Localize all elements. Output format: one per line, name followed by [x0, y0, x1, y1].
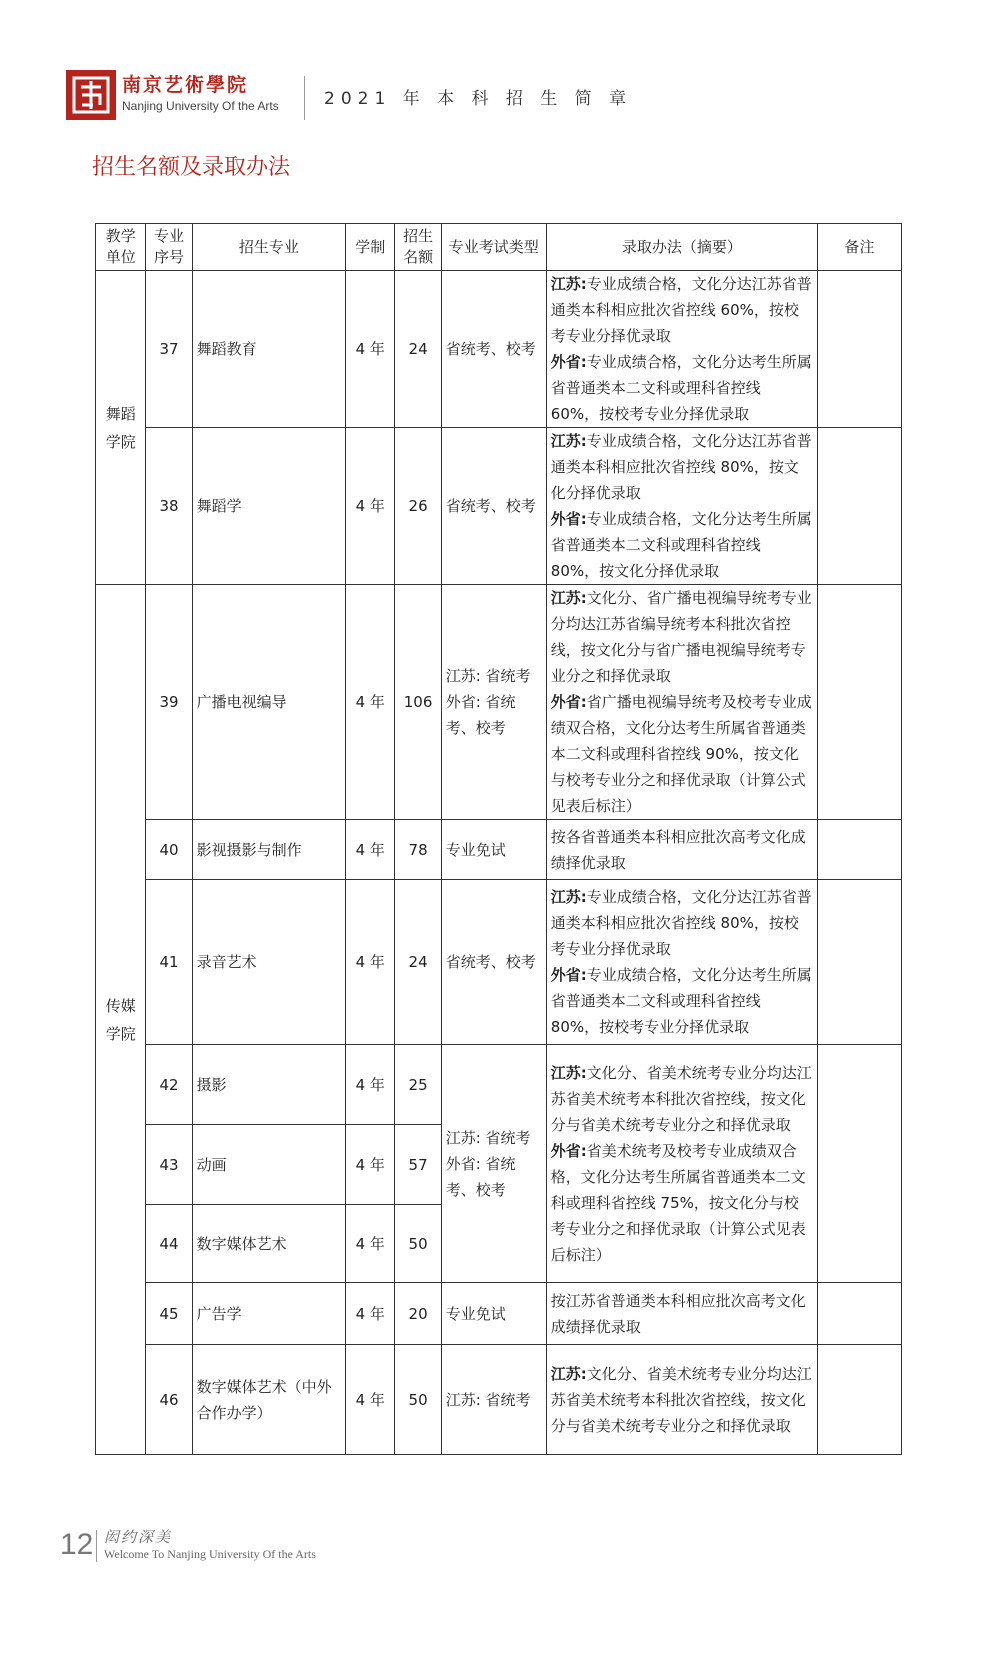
table-row — [96, 820, 902, 880]
exam-type: 江苏: 省统考 外省: 省统考、校考 — [441, 1045, 546, 1283]
major-name: 数字媒体艺术（中外合作办学） — [192, 1345, 345, 1455]
header-quota: 招生名额 — [395, 224, 441, 271]
remarks — [817, 1345, 901, 1455]
major-number: 43 — [146, 1125, 192, 1205]
header-method: 录取办法（摘要） — [546, 224, 817, 271]
footer-slogan-english: Welcome To Nanjing University Of the Arts — [104, 1547, 316, 1561]
section-title: 招生名额及录取办法 — [92, 155, 291, 180]
admission-method: 江苏:文化分、省美术统考专业分均达江苏省美术统考本科批次省控线，按文化分与省美术统考专业分之和择优录取 外省:省美术统考及校考专业成绩双合格，文化分达考生所属省普通类本二文科或理科省控线 75%，按文化分与校考专业分之和择优录取（计算公式见表后标注） — [546, 1045, 817, 1283]
table-row — [96, 880, 902, 1045]
admission-method: 江苏:专业成绩合格，文化分达江苏省普通类本科相应批次省控线 80%，按文化分择优录取 外省:专业成绩合格，文化分达考生所属省普通类本二文科或理科省控线 80%，按文化分择优录取 — [546, 428, 817, 585]
logo-english-name: Nanjing University Of the Arts — [122, 99, 279, 113]
exam-type: 江苏: 省统考 — [441, 1345, 546, 1455]
exam-type: 省统考、校考 — [441, 880, 546, 1045]
duration: 4 年 — [346, 585, 395, 820]
header-exam-type: 专业考试类型 — [441, 224, 546, 271]
duration: 4 年 — [346, 1045, 395, 1125]
table-row — [96, 271, 902, 428]
header-major: 招生专业 — [192, 224, 345, 271]
duration: 4 年 — [346, 1205, 395, 1283]
page-header — [66, 66, 926, 126]
header-unit: 教学单位 — [96, 224, 146, 271]
admission-method: 按各省普通类本科相应批次高考文化成绩择优录取 — [546, 820, 817, 880]
remarks — [817, 1283, 901, 1345]
quota: 24 — [395, 271, 441, 428]
quota: 25 — [395, 1045, 441, 1125]
table-row — [96, 1345, 902, 1455]
major-number: 42 — [146, 1045, 192, 1125]
major-number: 45 — [146, 1283, 192, 1345]
table-row — [96, 428, 902, 585]
duration: 4 年 — [346, 1345, 395, 1455]
quota: 26 — [395, 428, 441, 585]
major-name: 摄影 — [192, 1045, 345, 1125]
quota: 78 — [395, 820, 441, 880]
major-number: 37 — [146, 271, 192, 428]
duration: 4 年 — [346, 880, 395, 1045]
admission-method: 江苏:文化分、省广播电视编导统考专业分均达江苏省编导统考本科批次省控线，按文化分与省广播电视编导统考专业分之和择优录取 外省:省广播电视编导统考及校考专业成绩双合格，文化分达考生所属省普通类本二文科或理科省控线 90%，按文化与校考专业分之和择优录取（计算公式见表后标注） — [546, 585, 817, 820]
major-number: 46 — [146, 1345, 192, 1455]
duration: 4 年 — [346, 820, 395, 880]
major-name: 广告学 — [192, 1283, 345, 1345]
page-number: 12 — [60, 1528, 94, 1561]
remarks — [817, 880, 901, 1045]
footer-divider — [96, 1530, 97, 1562]
duration: 4 年 — [346, 1125, 395, 1205]
unit-cell-media: 传媒学院 — [96, 585, 146, 1455]
logo-chinese-name: 南京艺術學院 — [122, 74, 249, 96]
major-number: 44 — [146, 1205, 192, 1283]
admission-method: 按江苏省普通类本科相应批次高考文化成绩择优录取 — [546, 1283, 817, 1345]
exam-type: 江苏: 省统考 外省: 省统考、校考 — [441, 585, 546, 820]
quota: 106 — [395, 585, 441, 820]
exam-type: 专业免试 — [441, 1283, 546, 1345]
header-duration: 学制 — [346, 224, 395, 271]
admission-method: 江苏:专业成绩合格，文化分达江苏省普通类本科相应批次省控线 60%，按校考专业分择优录取 外省:专业成绩合格，文化分达考生所属省普通类本二文科或理科省控线 60%，按校考专业分择优录取 — [546, 271, 817, 428]
exam-type: 省统考、校考 — [441, 271, 546, 428]
document-title: 2021 年 本 科 招 生 简 章 — [324, 89, 633, 109]
table-row — [96, 1045, 902, 1125]
major-name: 广播电视编导 — [192, 585, 345, 820]
quota: 24 — [395, 880, 441, 1045]
admission-table — [95, 223, 902, 1455]
major-number: 40 — [146, 820, 192, 880]
quota: 50 — [395, 1345, 441, 1455]
duration: 4 年 — [346, 271, 395, 428]
remarks — [817, 1045, 901, 1283]
unit-cell-dance: 舞蹈学院 — [96, 271, 146, 585]
table-row — [96, 585, 902, 820]
major-name: 数字媒体艺术 — [192, 1205, 345, 1283]
admission-method: 江苏:专业成绩合格，文化分达江苏省普通类本科相应批次省控线 80%，按校考专业分择优录取 外省:专业成绩合格，文化分达考生所属省普通类本二文科或理科省控线 80%，按校考专业分择优录取 — [546, 880, 817, 1045]
university-logo-icon — [66, 70, 116, 120]
exam-type: 专业免试 — [441, 820, 546, 880]
remarks — [817, 585, 901, 820]
duration: 4 年 — [346, 428, 395, 585]
quota: 50 — [395, 1205, 441, 1283]
major-number: 39 — [146, 585, 192, 820]
remarks — [817, 820, 901, 880]
major-name: 动画 — [192, 1125, 345, 1205]
major-name: 影视摄影与制作 — [192, 820, 345, 880]
remarks — [817, 428, 901, 585]
remarks — [817, 271, 901, 428]
exam-type: 省统考、校考 — [441, 428, 546, 585]
major-number: 38 — [146, 428, 192, 585]
major-name: 舞蹈教育 — [192, 271, 345, 428]
header-number: 专业序号 — [146, 224, 192, 271]
duration: 4 年 — [346, 1283, 395, 1345]
quota: 57 — [395, 1125, 441, 1205]
table-header-row — [96, 224, 902, 271]
major-name: 录音艺术 — [192, 880, 345, 1045]
table-row — [96, 1283, 902, 1345]
major-number: 41 — [146, 880, 192, 1045]
header-remarks: 备注 — [817, 224, 901, 271]
admission-method: 江苏:文化分、省美术统考专业分均达江苏省美术统考本科批次省控线，按文化分与省美术统考专业分之和择优录取 — [546, 1345, 817, 1455]
header-divider — [304, 76, 305, 120]
major-name: 舞蹈学 — [192, 428, 345, 585]
footer-slogan-chinese: 闳约深美 — [104, 1528, 173, 1546]
quota: 20 — [395, 1283, 441, 1345]
